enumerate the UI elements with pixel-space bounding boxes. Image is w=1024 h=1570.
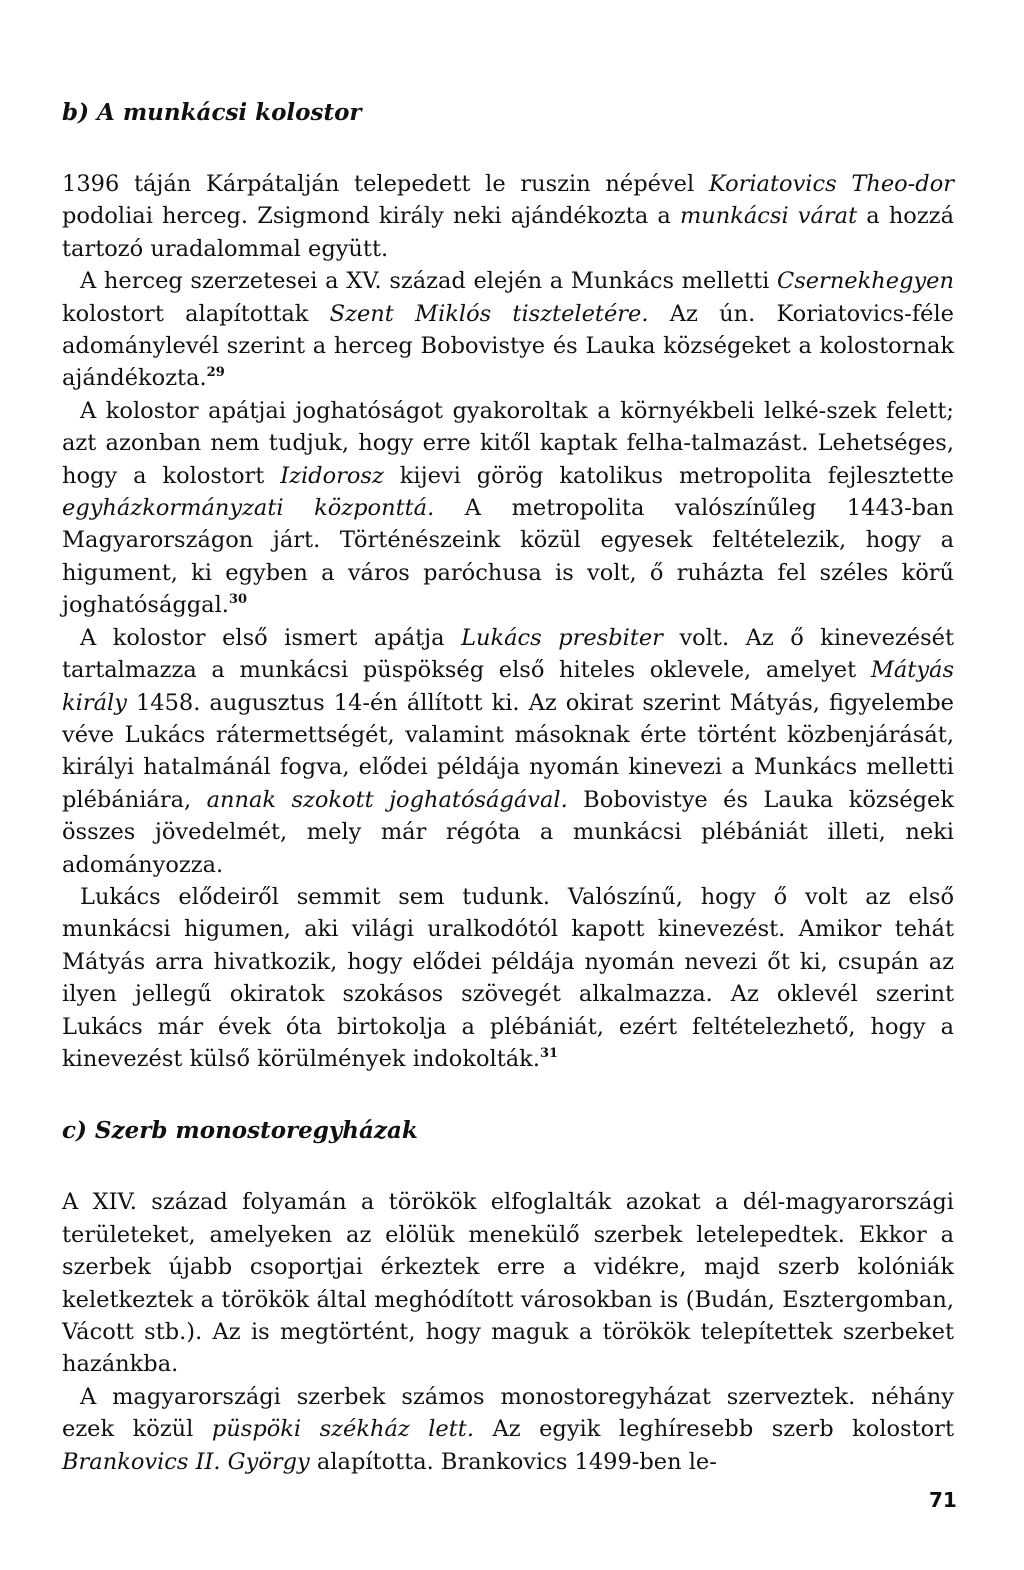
text-run: A metropolita valószínűleg 1443-ban Magyarországon járt. Történészeink közül egyesek feltételezik, hogy a higument, ki egyben a város paróchusa is volt, ő ruházta fel széles körű joghatósággal.	[62, 495, 954, 619]
italic-text: Brankovics II. György	[62, 1448, 310, 1475]
text-run: Az ún. Koriatovics-féle adománylevél szerint a herceg Bobovistye és Lauka községeket a kolostornak ajándékozta.	[62, 300, 954, 392]
italic-text: Koriatovics Theo-dor	[708, 171, 954, 197]
section-c-body	[62, 1186, 954, 1478]
italic-text: egyházkormányzati központtá.	[62, 495, 435, 522]
text-run: A magyarországi szerbek számos monostoregyházat szerveztek. néhány ezek közül	[62, 1383, 954, 1443]
footnote-ref: 31	[539, 1045, 559, 1061]
paragraph	[62, 1381, 954, 1478]
paragraph	[62, 622, 954, 881]
text-run: Lukács elődeiről semmit sem tudunk. Valószínű, hogy ő volt az első munkácsi higumen, aki világi uralkodótól kapott kinevezést. Amikor tehát Mátyás arra hivatkozik, hogy elődei példája nyomán nevezi őt ki, csupán az ilyen jellegű okiratok szokásos szövegét alkalmazza. Az oklevél szerint Lukács már évek óta birtokolja a plébániát, ezért feltételezhető, hogy a kinevezést külső körülmények indokolták.	[62, 883, 954, 1072]
italic-text: Mátyás király	[62, 657, 954, 716]
footnote-ref: 30	[228, 592, 248, 608]
text-run: podoliai herceg. Zsigmond király neki ajándékozta a	[62, 203, 680, 230]
italic-text: annak szokott joghatóságával.	[206, 786, 568, 813]
italic-text: Csernekhegyen	[776, 268, 954, 295]
paragraph	[62, 265, 954, 395]
paragraph	[62, 168, 954, 265]
text-run: A XIV. század folyamán a törökök elfoglalták azokat a dél-magyarországi területeket, amelyeken az elölük menekülő szerbek letelepedtek. Ekkor a szerbek újabb csoportjai érkeztek erre a vidékre, majd szerb kolóniák keletkeztek a törökök által meghódított városokban is (Budán, Esztergomban, Vácott stb.). Az is megtörtént, hogy maguk a törökök telepítettek szerbeket hazánkba.	[62, 1189, 954, 1378]
italic-text: munkácsi várat	[679, 203, 858, 230]
page-number: 71	[929, 1488, 957, 1512]
text-run: volt. Az ő kinevezését tartalmazza a munkácsi püspökség első hiteles oklevele, amelyet	[62, 624, 954, 684]
paragraph	[62, 881, 954, 1075]
text-run: 1396 táján Kárpátalján telepedett le ruszin népével	[62, 171, 709, 197]
document-page	[62, 96, 954, 1478]
text-run: kolostort alapítottak	[62, 300, 330, 327]
text-run: A herceg szerzetesei a XV. század elején a Munkács melletti	[80, 268, 777, 295]
text-run: kijevi görög katolikus metropolita fejlesztette	[383, 462, 954, 489]
text-run: a hozzá tartozó uradalommal együtt.	[62, 203, 954, 262]
italic-text: püspöki székház lett.	[211, 1416, 474, 1443]
text-run: 1458. augusztus 14-én állított ki. Az okirat szerint Mátyás, figyelembe véve Lukács rátermettségét, valamint másoknak érte történt közbenjárását, királyi hatalmánál fogva, elődei példája nyomán kinevezi a Munkács melletti plébániára,	[62, 689, 954, 813]
section-b-body	[62, 168, 954, 1075]
section-heading-b: b) A munkácsi kolostor	[62, 99, 362, 126]
text-run: alapította. Brankovics 1499-ben le-	[309, 1448, 717, 1475]
italic-text: Szent Miklós tiszteletére.	[329, 300, 649, 327]
text-run: A kolostor első ismert apátja	[80, 624, 462, 651]
text-run: A kolostor apátjai joghatóságot gyakoroltak a környékbeli lelké-szek felett; azt azonban nem tudjuk, hogy erre kitől kaptak felha-talmazást. Lehetséges, hogy a kolostort	[62, 397, 954, 489]
section-heading-c: c) Szerb monostoregyházak	[62, 1117, 418, 1145]
italic-text: Lukács presbiter	[461, 624, 663, 651]
italic-text: Izidorosz	[280, 462, 384, 489]
text-run: Az egyik leghíresebb szerb kolostort	[473, 1416, 954, 1443]
text-run: Bobovistye és Lauka községek összes jövedelmét, mely már régóta a munkácsi plébániát illeti, neki adományozza.	[62, 786, 954, 878]
paragraph	[62, 1186, 954, 1380]
paragraph	[62, 395, 954, 622]
footnote-ref: 29	[206, 365, 225, 381]
